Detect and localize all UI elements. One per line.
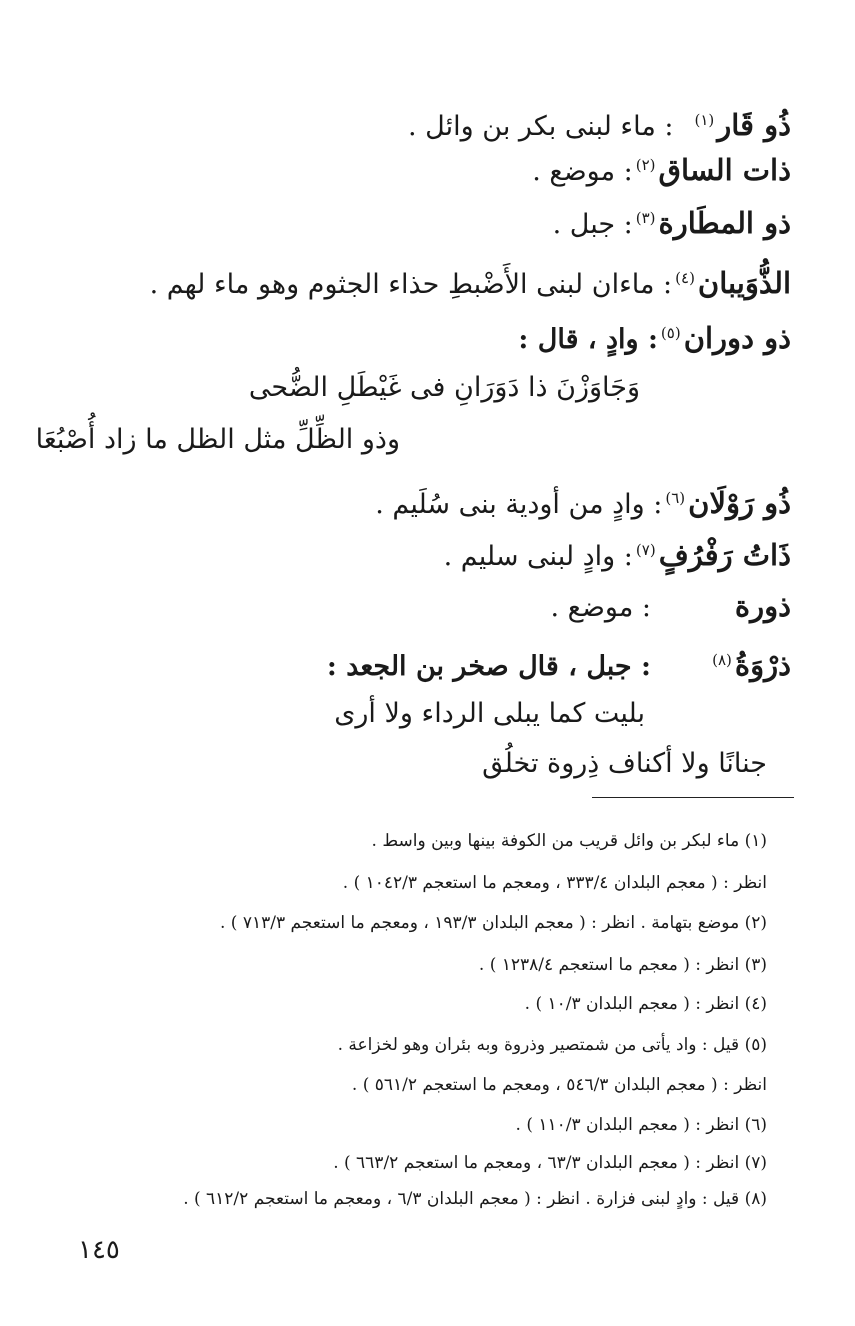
footnote-1-ref: انظر : ( معجم البلدان ٣٣٣/٤ ، ومعجم ما استعجم ١٠٤٢/٣ ) . [342,873,767,893]
footnote-8: (٨) قيل : وادٍ لبنى فزارة . انظر : ( معجم البلدان ٦/٣ ، ومعجم ما استعجم ٦١٢/٢ ) . [183,1189,767,1209]
entry-term: ذورة [734,589,791,623]
entry-term: ذُو قَار [717,108,791,142]
poem-verse-line: وذو الظِّلِّ مثل الظل ما زاد أُصْبُعَا [35,424,400,455]
entry-dhu-qar [60,100,791,147]
entry-dhu-dawran [60,313,791,360]
entry-definition: : وادٍ ، قال : [518,324,658,355]
footnote-ref: (٨) [712,651,732,669]
footnote-ref: (٦) [665,489,686,507]
entry-dhat-al-saq [60,145,791,192]
footnote-5-ref: انظر : ( معجم البلدان ٥٤٦/٣ ، ومعجم ما استعجم ٥٦١/٢ ) . [351,1075,767,1095]
entry-dhirwa [60,640,791,687]
entry-dhu-al-matara [60,198,791,245]
entry-definition: : ماءان لبنى الأَضْبطِ حذاء الجثوم وهو ماء لهم . [149,269,673,300]
page-number: ١٤٥ [78,1235,120,1265]
entry-term: ذَاتُ رَفْرُفٍ [658,538,791,572]
footnote-4: (٤) انظر : ( معجم البلدان ١٠/٣ ) . [524,994,767,1014]
entry-definition: : وادٍ من أودية بنى سُلَيم . [375,489,663,520]
entry-definition: : موضع . [532,156,633,187]
footnote-ref: (٥) [660,324,681,342]
poem-verse-line: وَجَاوَزْنَ ذا دَوَرَانِ فى غَيْطَلِ الضُّحى [248,372,640,403]
entry-term: ذرْوَةُ [734,648,791,682]
footnote-ref: (٢) [635,156,656,174]
entry-definition: : موضع . [550,592,651,623]
footnote-2: (٢) موضع بتهامة . انظر : ( معجم البلدان ١٩٣/٣ ، ومعجم ما استعجم ٧١٣/٣ ) . [219,913,767,933]
footnote-ref: (٣) [635,209,656,227]
footnote-3: (٣) انظر : ( معجم ما استعجم ١٢٣٨/٤ ) . [478,955,767,975]
entry-term: الذُّوَيبان [697,266,791,300]
entry-definition: : جبل . [552,209,633,240]
poem-verse-line: جنانًا ولا أكناف ذِروة تخلُق [482,748,767,779]
footnote-separator [592,797,794,798]
poem-verse-line: بليت كما يبلى الرداء ولا أرى [334,698,645,729]
entry-definition: : جبل ، قال صخر بن الجعد : [326,651,651,682]
entry-term: ذو دوران [683,321,791,355]
entry-definition: : ماء لبنى بكر بن وائل . [408,111,674,142]
entry-definition: : وادٍ لبنى سليم . [443,541,633,572]
entry-term: ذو المطَارة [658,206,791,240]
footnote-6: (٦) انظر : ( معجم البلدان ١١٠/٣ ) . [515,1115,767,1135]
footnote-ref: (١) [694,111,715,129]
footnote-7: (٧) انظر : ( معجم البلدان ٦٣/٣ ، ومعجم ما استعجم ٦٦٣/٢ ) . [333,1153,767,1173]
footnote-1: (١) ماء لبكر بن وائل قريب من الكوفة بينها وبين واسط . [371,831,767,851]
footnote-ref: (٤) [675,269,695,287]
entry-dhu-rawlan [60,478,791,525]
footnote-ref: (٧) [635,541,656,559]
entry-dhawra [60,586,791,628]
entry-al-dhuwayban [60,258,791,305]
footnote-5: (٥) قيل : واد يأتى من شمتصير وذروة وبه بئران وهو لخزاعة . [337,1035,767,1055]
entry-term: ذُو رَوْلَان [688,486,791,520]
entry-term: ذات الساق [658,153,791,187]
entry-dhat-rafruf [60,530,791,577]
